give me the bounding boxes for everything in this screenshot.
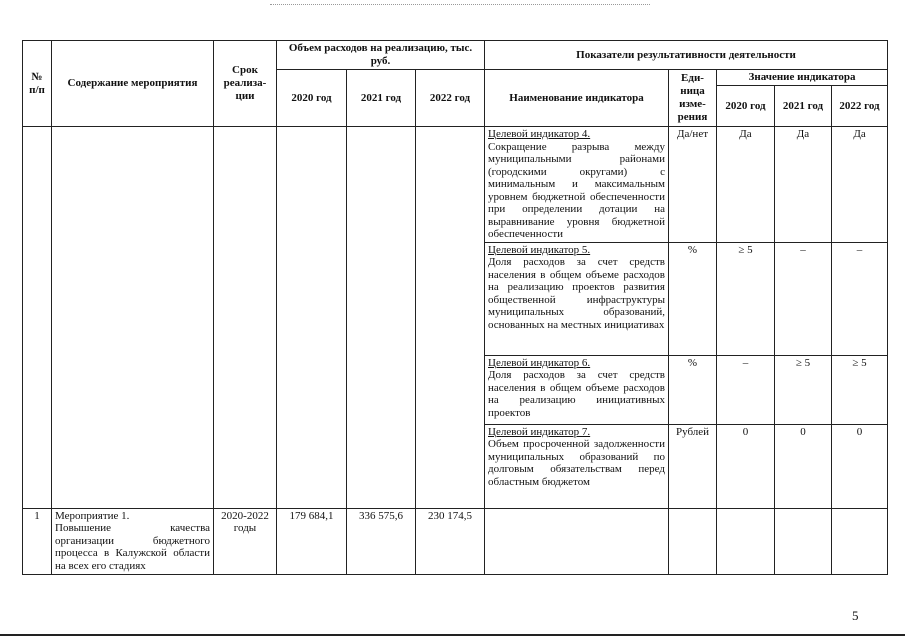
indicator-title: Целевой индикатор 7. xyxy=(488,425,591,438)
indicator-cell xyxy=(485,242,669,355)
header-val-2020: 2020 год xyxy=(717,86,775,127)
header-expenses-group: Объем расходов на реализацию, тыс. руб. xyxy=(277,41,485,70)
header-exp-2021: 2021 год xyxy=(347,70,416,127)
header-indicator-name: Наименование индикатора xyxy=(485,70,669,127)
cont-exp-2020-cell xyxy=(277,127,347,509)
indicator-value-2020: ≥ 5 xyxy=(717,242,775,355)
indicator-text: Доля расходов за счет средств населения в общем объеме расходов на реализацию проектов развития общественной инфраструктуры муниципальных образований, основанных на местных инициативах xyxy=(488,256,665,331)
indicator-cell xyxy=(485,424,669,508)
indicator-value-2022: 0 xyxy=(832,424,888,508)
event-num: 1 xyxy=(23,508,52,574)
indicator-value-2021: Да xyxy=(775,127,832,243)
event-expense-2022: 230 174,5 xyxy=(416,508,485,574)
header-term: Срок реализа-ции xyxy=(214,41,277,127)
indicator-title: Целевой индикатор 6. xyxy=(488,356,591,369)
indicator-cell xyxy=(485,355,669,424)
indicator-unit: % xyxy=(669,355,717,424)
table-row xyxy=(23,127,888,243)
indicator-cell xyxy=(485,127,669,243)
indicator-unit: % xyxy=(669,242,717,355)
header-indicators-group: Показатели результативности деятельности xyxy=(485,41,888,70)
header-indicator-value: Значение индикатора xyxy=(717,70,888,86)
event-title: Мероприятие 1. xyxy=(55,509,130,522)
cont-term-cell xyxy=(214,127,277,509)
indicator-text: Доля расходов за счет средств населения в общем объеме расходов на реализацию инициативных проектов xyxy=(488,369,665,419)
cont-content-cell xyxy=(52,127,214,509)
indicator-value-2020: 0 xyxy=(717,424,775,508)
indicator-value-2021: – xyxy=(775,242,832,355)
event-unit-cell xyxy=(669,508,717,574)
header-unit: Еди-ница изме-рения xyxy=(669,70,717,127)
header-exp-2022: 2022 год xyxy=(416,70,485,127)
indicator-unit: Да/нет xyxy=(669,127,717,243)
cont-num-cell xyxy=(23,127,52,509)
header-exp-2020: 2020 год xyxy=(277,70,347,127)
indicator-value-2022: – xyxy=(832,242,888,355)
top-dotted-rule xyxy=(270,4,650,5)
header-val-2021: 2021 год xyxy=(775,86,832,127)
header-content: Содержание мероприятия xyxy=(52,41,214,127)
indicator-title: Целевой индикатор 5. xyxy=(488,243,591,256)
indicator-value-2020: – xyxy=(717,355,775,424)
indicator-title: Целевой индикатор 4. xyxy=(488,128,591,140)
indicator-value-2021: 0 xyxy=(775,424,832,508)
indicator-unit: Рублей xyxy=(669,424,717,508)
page-number: 5 xyxy=(852,608,859,623)
cont-exp-2021-cell xyxy=(347,127,416,509)
event-value-2022-cell xyxy=(832,508,888,574)
indicator-value-2022: ≥ 5 xyxy=(832,355,888,424)
event-term: 2020-2022 годы xyxy=(214,508,277,574)
indicator-text: Сокращение разрыва между муниципальными районами (городскими округами) с минимальным и максимальным уровнем бюджетной обеспеченности при определении дотации на выравнивание уровня бюджетной обеспеченности xyxy=(488,140,665,240)
event-expense-2020: 179 684,1 xyxy=(277,508,347,574)
program-table xyxy=(22,40,888,575)
indicator-value-2021: ≥ 5 xyxy=(775,355,832,424)
indicator-value-2020: Да xyxy=(717,127,775,243)
event-value-2021-cell xyxy=(775,508,832,574)
table-row xyxy=(23,508,888,574)
header-val-2022: 2022 год xyxy=(832,86,888,127)
event-text: Повышение качества организации бюджетного процесса в Калужской области на всех его стадиях xyxy=(55,522,210,572)
cont-exp-2022-cell xyxy=(416,127,485,509)
header-num: № п/п xyxy=(23,41,52,127)
indicator-text: Объем просроченной задолженности муниципальных образований по долговым обязательствам перед областным бюджетом xyxy=(488,438,665,488)
event-value-2020-cell xyxy=(717,508,775,574)
bottom-rule xyxy=(0,634,905,636)
indicator-value-2022: Да xyxy=(832,127,888,243)
event-indicator-cell xyxy=(485,508,669,574)
event-expense-2021: 336 575,6 xyxy=(347,508,416,574)
event-content xyxy=(52,508,214,574)
